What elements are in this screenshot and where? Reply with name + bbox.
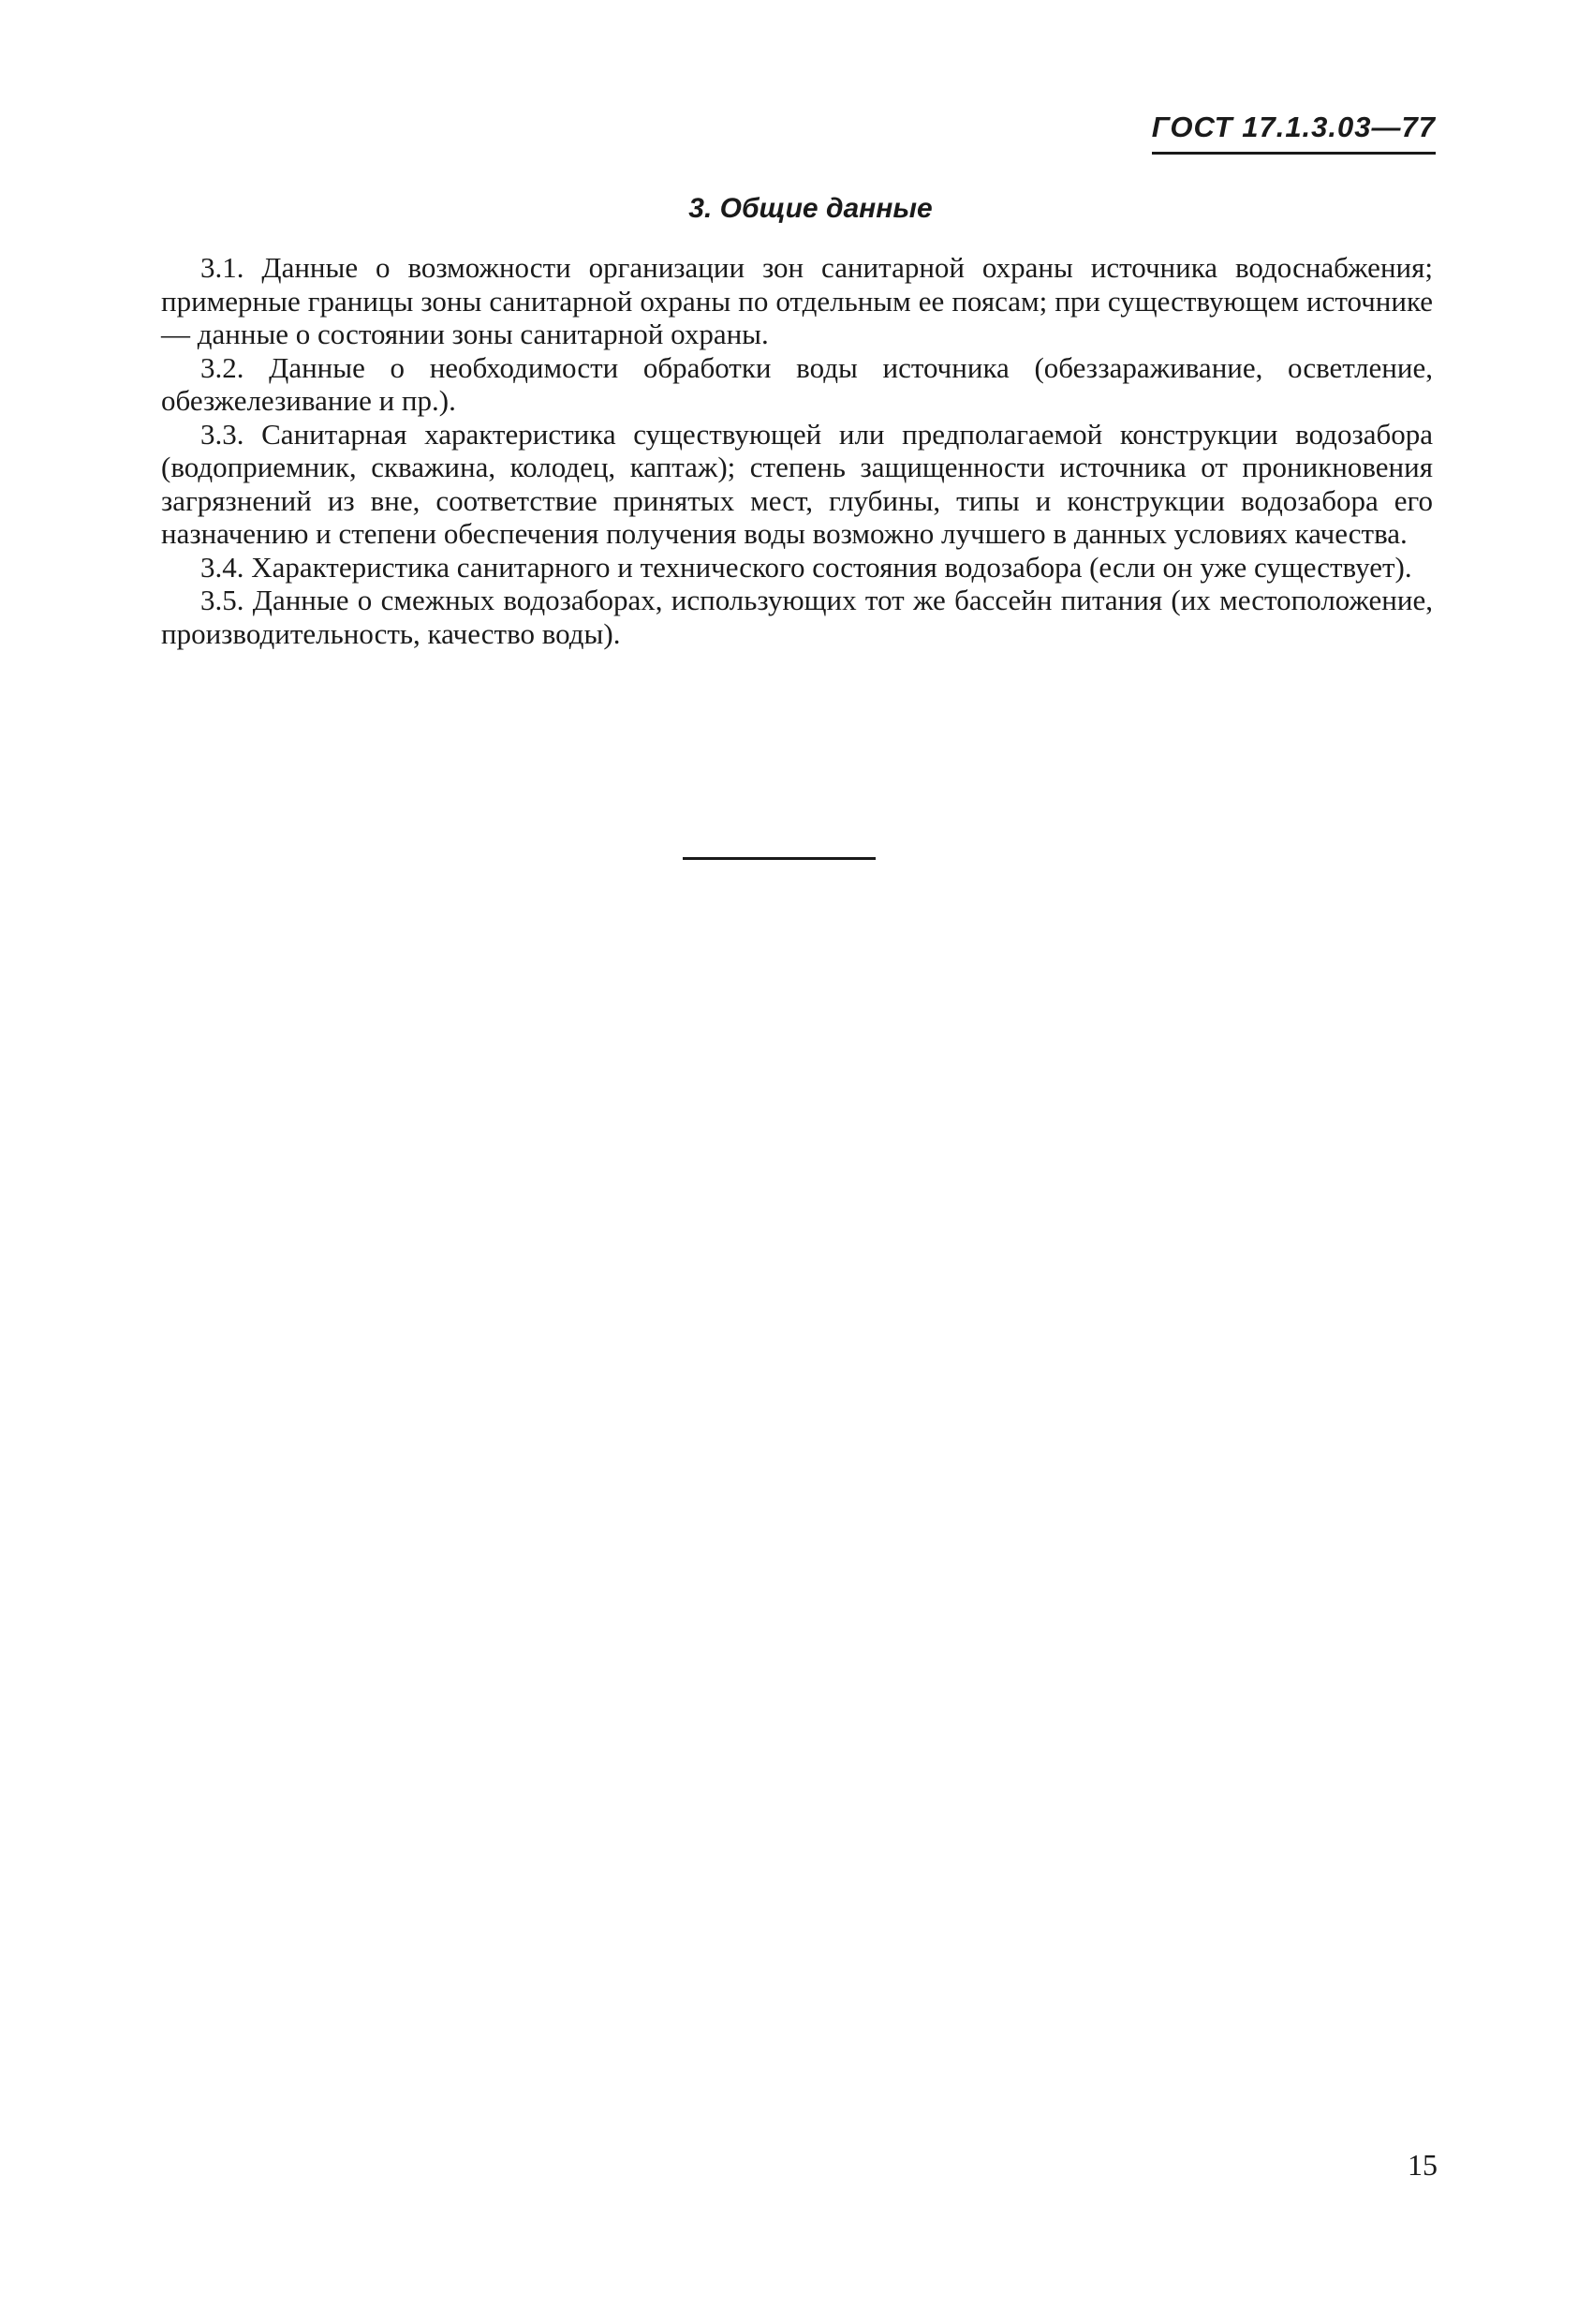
section-body <box>161 251 1433 650</box>
standard-code-header: ГОСТ 17.1.3.03—77 <box>1152 111 1436 155</box>
section-end-divider <box>683 857 876 860</box>
page-number: 15 <box>1408 2148 1438 2182</box>
paragraph-3-5: 3.5. Данные о смежных водозаборах, использующих тот же бассейн питания (их местоположение, производительность, качество воды). <box>161 584 1433 650</box>
section-title: 3. Общие данные <box>688 193 933 224</box>
paragraph-3-1: 3.1. Данные о возможности организации зон санитарной охраны источника водоснабжения; примерные границы зоны санитарной охраны по отдельным ее поясам; при существующем источнике — данные о состоянии зоны санитарной охраны. <box>161 251 1433 350</box>
paragraph-3-2: 3.2. Данные о необходимости обработки воды источника (обеззараживание, осветление, обезжелезивание и пр.). <box>161 350 1433 417</box>
paragraph-3-3: 3.3. Санитарная характеристика существующей или предполагаемой конструкции водозабора (водоприемник, скважина, колодец, каптаж); степень защищенности источника от проникновения загрязнений из вне, соответствие принятых мест, глубины, типы и конструкции водозабора его назначению и степени обеспечения получения воды возможно лучшего в данных условиях качества. <box>161 417 1433 550</box>
paragraph-3-4: 3.4. Характеристика санитарного и технического состояния водозабора (если он уже существует). <box>200 550 1412 584</box>
